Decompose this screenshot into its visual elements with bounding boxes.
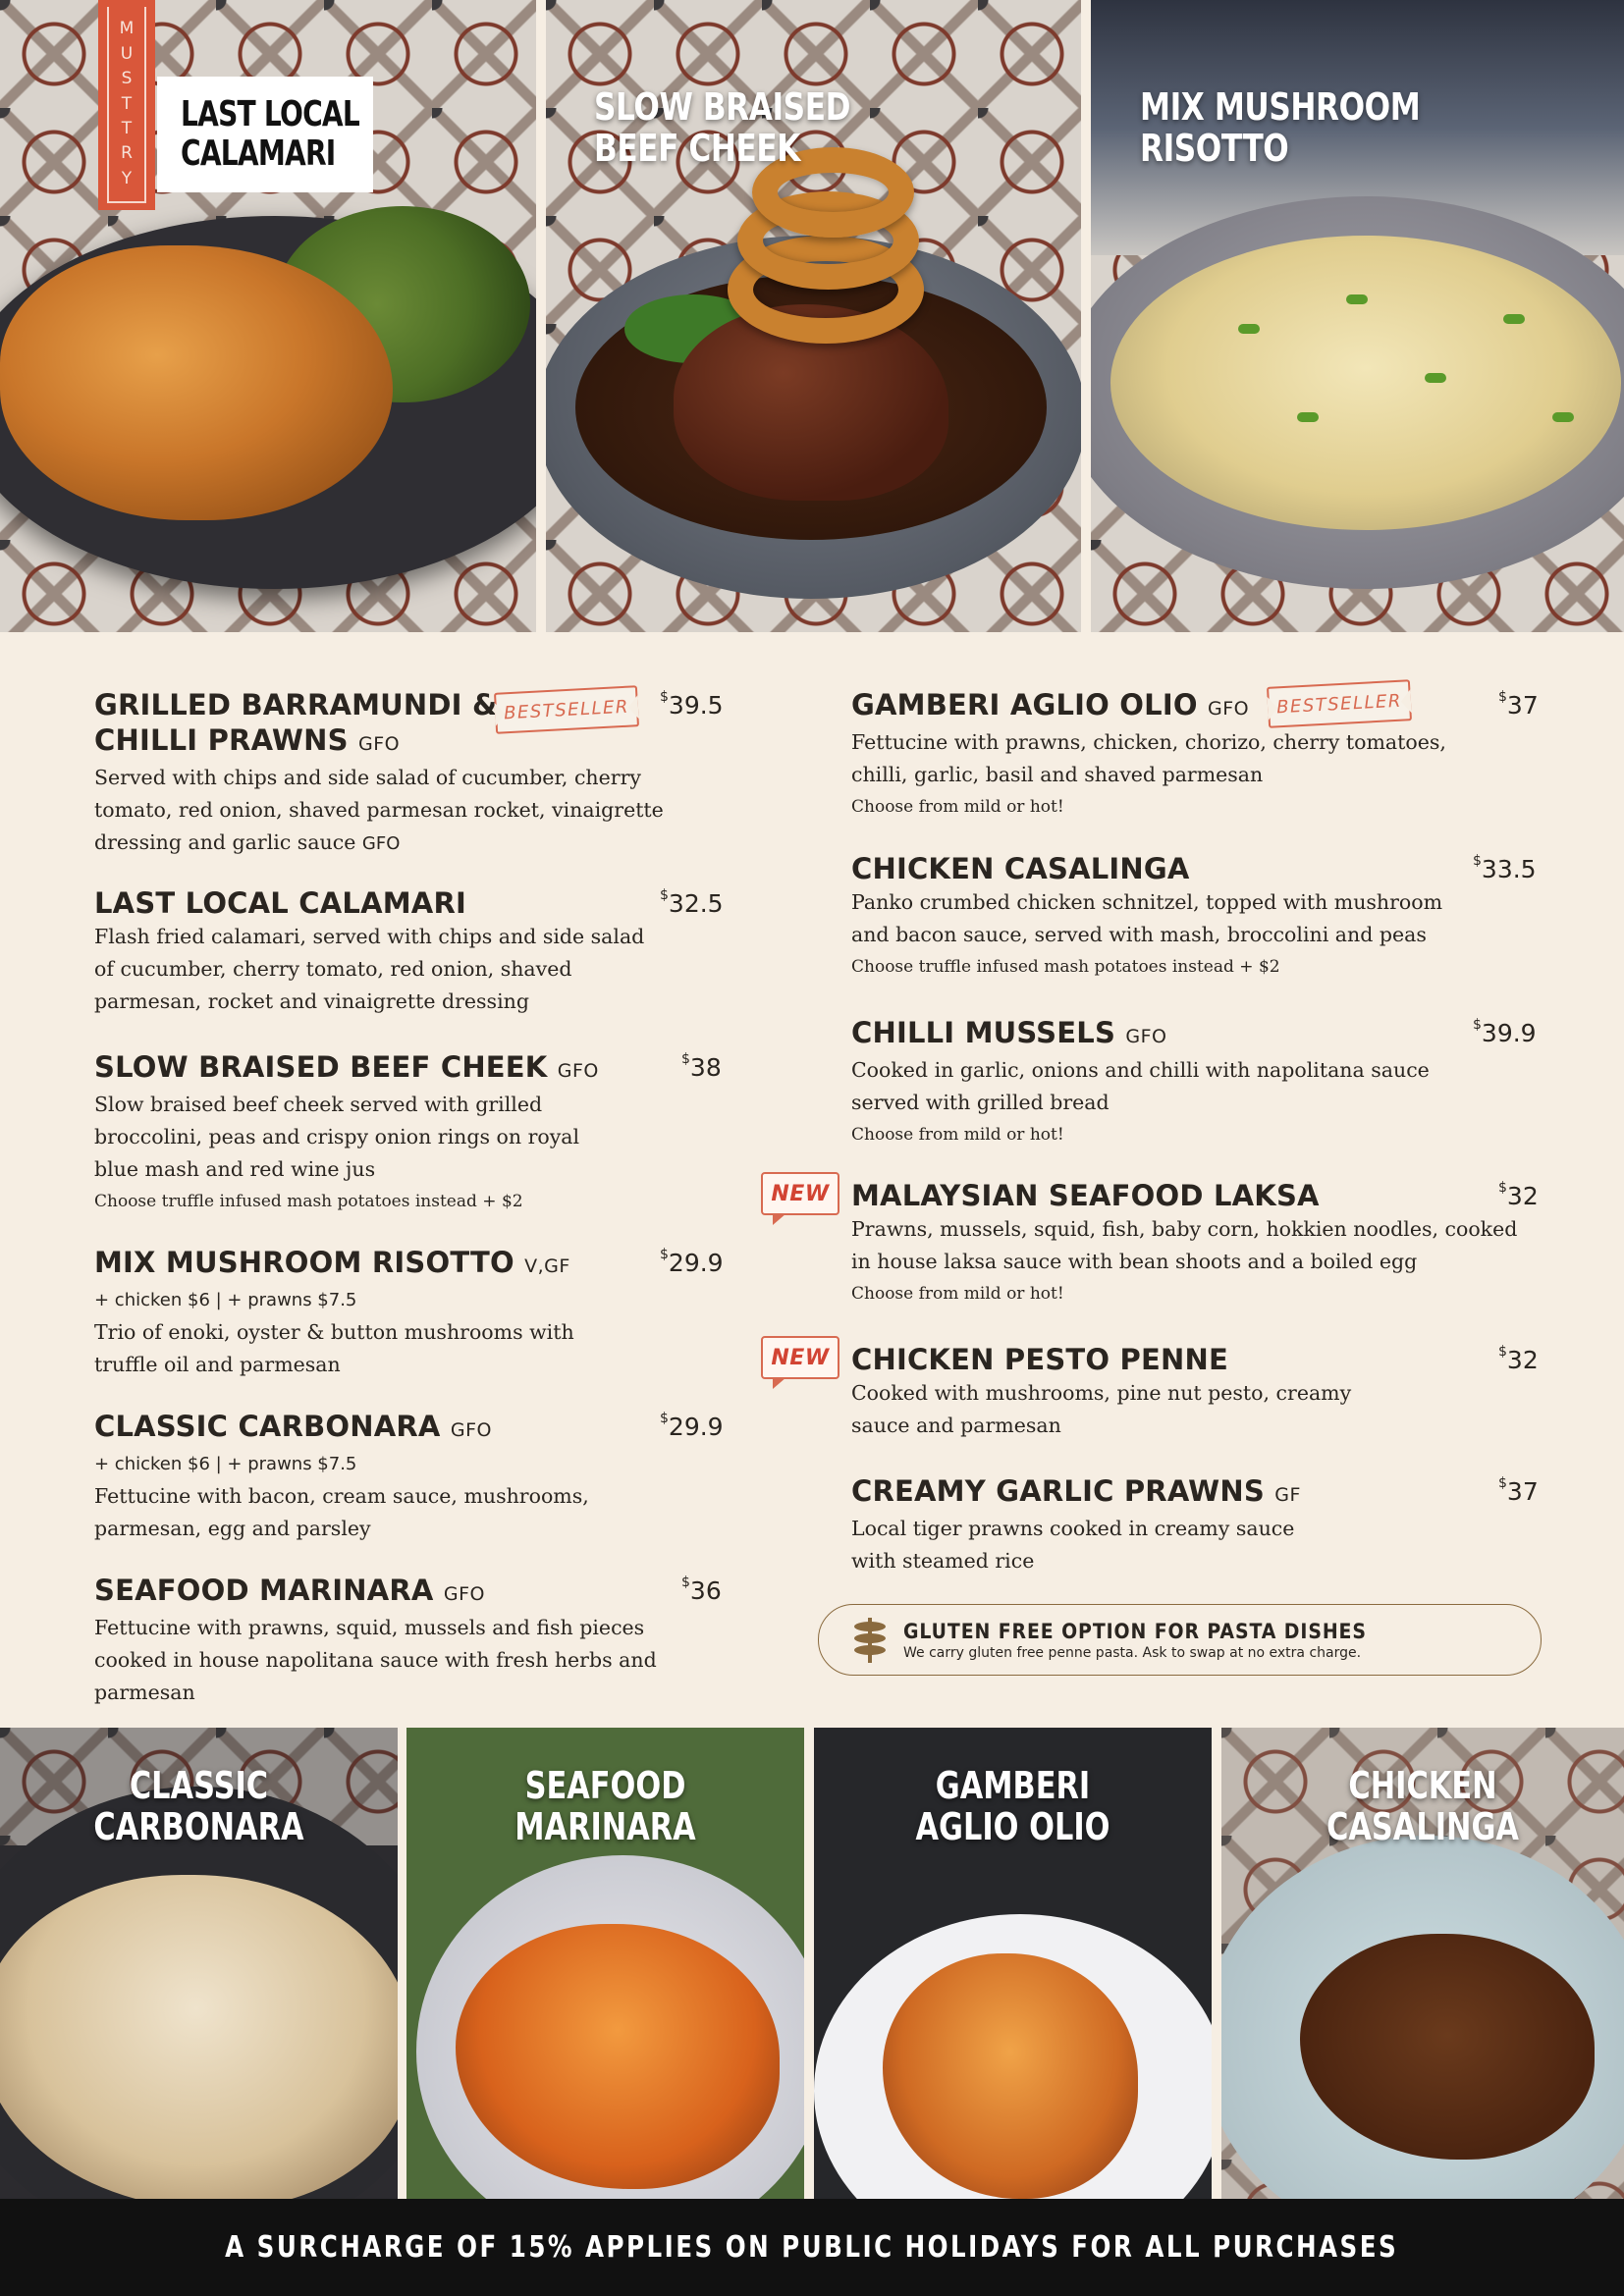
dietary-tag: GFO: [357, 733, 401, 755]
item-price: [1498, 1346, 1539, 1374]
item-name-text: GAMBERI AGLIO OLIO: [851, 688, 1198, 721]
item-description: Cooked in garlic, onions and chilli with napolitana sauce served with grilled bread: [851, 1058, 1430, 1114]
currency-symbol: $: [1498, 1180, 1507, 1196]
photo-title: [1221, 1765, 1624, 1847]
item-price-value: 37: [1506, 691, 1539, 720]
photo-title: [1140, 86, 1420, 169]
photo-gamberi-aglio-olio: [814, 1728, 1212, 2199]
item-description: Local tiger prawns cooked in creamy sauce with steamed rice: [851, 1517, 1295, 1573]
menu-item: [851, 687, 1539, 824]
item-name-line1: GRILLED BARRAMUNDI &: [94, 688, 498, 721]
item-price-value: 29.9: [668, 1413, 724, 1441]
item-note: Choose truffle infused mash potatoes instead + $2: [94, 1192, 523, 1211]
must-try-letter: U: [120, 43, 134, 64]
photo-last-local-calamari: [0, 0, 536, 632]
gluten-free-info: [818, 1604, 1542, 1676]
item-name: [94, 1409, 723, 1448]
photo-title-line2: BEEF CHEEK: [594, 127, 801, 170]
must-try-letter: T: [121, 118, 133, 138]
photo-title: [594, 86, 850, 169]
menu-item: [851, 851, 1539, 984]
menu-item: [851, 1473, 1539, 1577]
menu-item: [771, 1178, 1539, 1310]
item-description: Slow braised beef cheek served with grilled broccolini, peas and crispy onion rings on royal blue mash and red wine jus: [94, 1093, 580, 1181]
photo-title-line2: MARINARA: [514, 1805, 696, 1848]
photo-title: [406, 1765, 804, 1847]
item-addon: + chicken $6 | + prawns $7.5: [94, 1290, 357, 1310]
dietary-tag: V,GF: [524, 1255, 570, 1277]
gluten-free-title: GLUTEN FREE OPTION FOR PASTA DISHES: [903, 1619, 1367, 1643]
photo-title-box: [157, 77, 373, 192]
photo-title-line2: RISOTTO: [1140, 127, 1289, 170]
herb: [1552, 412, 1574, 422]
item-price-value: 39.9: [1481, 1019, 1537, 1047]
item-name-text: CREAMY GARLIC PRAWNS: [851, 1474, 1265, 1508]
bestseller-badge: BESTSELLER: [1267, 679, 1412, 728]
item-description: Cooked with mushrooms, pine nut pesto, creamy sauce and parmesan: [851, 1381, 1352, 1437]
item-price-value: 39.5: [668, 691, 724, 720]
item-name: MALAYSIAN SEAFOOD LAKSA: [851, 1179, 1320, 1212]
item-price-value: 32: [1506, 1182, 1539, 1210]
menu-item: [94, 885, 723, 1018]
carbonara-food: [0, 1875, 398, 2199]
bestseller-badge: BESTSELLER: [494, 685, 639, 734]
photo-mix-mushroom-risotto: [1091, 0, 1624, 632]
item-name-text: SLOW BRAISED BEEF CHEEK: [94, 1050, 548, 1084]
photo-title: [814, 1765, 1212, 1847]
dietary-tag: GFO: [1207, 698, 1250, 720]
item-price: [1473, 1019, 1537, 1047]
item-note: Choose truffle infused mash potatoes instead + $2: [851, 957, 1280, 977]
item-name: [94, 1049, 723, 1089]
item-price-value: 37: [1506, 1477, 1539, 1506]
item-price: [1473, 855, 1537, 883]
item-price: [660, 691, 724, 720]
wheat-icon: [854, 1618, 886, 1663]
currency-symbol: $: [681, 1051, 690, 1067]
herb: [1425, 373, 1446, 383]
photo-slow-braised-beef-cheek: [546, 0, 1081, 632]
menu-item: [94, 1245, 723, 1381]
herb: [1238, 324, 1260, 334]
item-price: [681, 1053, 722, 1082]
top-photo-strip: [0, 0, 1624, 632]
item-name: [851, 1473, 1539, 1513]
item-description: Fettucine with prawns, squid, mussels and fish pieces cooked in house napolitana sauce with fresh herbs and parmesan: [94, 1616, 657, 1704]
dietary-tag: GFO: [443, 1583, 485, 1605]
must-try-letter: S: [121, 69, 133, 89]
herb: [1346, 294, 1368, 304]
photo-title-line2: CASALINGA: [1326, 1805, 1519, 1848]
herb: [1297, 412, 1319, 422]
item-price: [660, 889, 724, 918]
menu-item: [851, 1015, 1539, 1151]
photo-title: [0, 1765, 398, 1847]
menu-item: [94, 1049, 723, 1218]
item-description: Prawns, mussels, squid, fish, baby corn, hokkien noodles, cooked in house laksa sauce with bean shoots and a boiled egg: [851, 1217, 1518, 1273]
item-name-line2: CHILLI PRAWNS: [94, 723, 349, 757]
photo-chicken-casalinga: [1221, 1728, 1624, 2199]
surcharge-footer: [0, 2199, 1624, 2296]
item-price-value: 32.5: [668, 889, 724, 918]
photo-title-line1: MIX MUSHROOM: [1140, 85, 1421, 129]
item-description: Fettucine with prawns, chicken, chorizo, cherry tomatoes, chilli, garlic, basil and shaved parmesan: [851, 730, 1446, 786]
item-price: [660, 1249, 724, 1277]
menu-item: [94, 1573, 723, 1709]
item-description: [94, 762, 683, 860]
item-name: CHICKEN CASALINGA: [851, 852, 1190, 885]
photo-seafood-marinara: [406, 1728, 804, 2199]
must-try-letter: T: [121, 93, 133, 114]
dietary-tag: GFO: [361, 833, 401, 854]
item-price-value: 38: [689, 1053, 722, 1082]
item-note: Choose from mild or hot!: [851, 1284, 1064, 1304]
item-price-value: 32: [1506, 1346, 1539, 1374]
menu-item: [94, 687, 723, 860]
item-note: Choose from mild or hot!: [851, 1125, 1064, 1145]
item-name-text: CHILLI MUSSELS: [851, 1016, 1116, 1049]
item-name: LAST LOCAL CALAMARI: [94, 886, 466, 920]
new-badge: NEW: [761, 1336, 839, 1379]
currency-symbol: $: [1498, 689, 1507, 705]
item-price: [1498, 691, 1539, 720]
dietary-tag: GF: [1274, 1484, 1301, 1506]
new-badge: NEW: [761, 1172, 839, 1215]
currency-symbol: $: [1473, 1017, 1482, 1033]
currency-symbol: $: [1498, 1344, 1507, 1360]
item-price-value: 36: [689, 1576, 722, 1605]
must-try-badge: [98, 0, 155, 210]
gluten-free-text: [903, 1620, 1418, 1661]
item-price: [681, 1576, 722, 1605]
item-price-value: 29.9: [668, 1249, 724, 1277]
item-description: Flash fried calamari, served with chips and side salad of cucumber, cherry tomato, red onion, shaved parmesan, rocket and vinaigrette dressing: [94, 925, 645, 1013]
must-try-letter: Y: [121, 168, 133, 188]
photo-title-line2: CALAMARI: [181, 133, 336, 174]
item-name: [94, 1245, 723, 1284]
item-name-text: CLASSIC CARBONARA: [94, 1410, 441, 1443]
item-description: Fettucine with bacon, cream sauce, mushrooms, parmesan, egg and parsley: [94, 1484, 589, 1540]
item-name: [94, 1573, 723, 1612]
item-addon: + chicken $6 | + prawns $7.5: [94, 1454, 357, 1474]
dietary-tag: GFO: [450, 1419, 492, 1441]
item-description: Panko crumbed chicken schnitzel, topped with mushroom and bacon sauce, served with mash, broccolini and peas: [851, 890, 1443, 946]
gluten-free-subtitle: We carry gluten free penne pasta. Ask to swap at no extra charge.: [903, 1644, 1362, 1661]
item-name: [851, 1015, 1539, 1054]
currency-symbol: $: [660, 1247, 669, 1262]
item-name: [851, 687, 1539, 726]
photo-title-line1: SEAFOOD: [524, 1764, 686, 1807]
item-description-text: Served with chips and side salad of cucumber, cherry tomato, red onion, shaved parmesan rocket, vinaigrette dressing and garlic sauce: [94, 766, 664, 854]
photo-title-line2: CARBONARA: [93, 1805, 304, 1848]
item-note: Choose from mild or hot!: [851, 797, 1064, 817]
currency-symbol: $: [660, 1411, 669, 1426]
must-try-letter: M: [119, 19, 135, 39]
photo-title-line1: GAMBERI: [935, 1764, 1091, 1807]
photo-title-line1: LAST LOCAL: [181, 94, 359, 134]
bottom-photo-strip: [0, 1728, 1624, 2199]
photo-title-line2: AGLIO OLIO: [915, 1805, 1110, 1848]
item-price-value: 33.5: [1481, 855, 1537, 883]
surcharge-notice: A SURCHARGE OF 15% APPLIES ON PUBLIC HOLIDAYS FOR ALL PURCHASES: [225, 2230, 1399, 2265]
item-name-text: MIX MUSHROOM RISOTTO: [94, 1246, 514, 1279]
must-try-letter: R: [121, 143, 133, 164]
currency-symbol: $: [660, 887, 669, 903]
risotto-food: [1110, 236, 1621, 530]
menu-item: [771, 1342, 1539, 1442]
currency-symbol: $: [1498, 1475, 1507, 1491]
photo-title-line1: CLASSIC: [129, 1764, 269, 1807]
item-name-text: SEAFOOD MARINARA: [94, 1574, 434, 1607]
item-price: [1498, 1182, 1539, 1210]
herb: [1503, 314, 1525, 324]
item-description: Trio of enoki, oyster & button mushrooms with truffle oil and parmesan: [94, 1320, 574, 1376]
item-price: [660, 1413, 724, 1441]
currency-symbol: $: [660, 689, 669, 705]
photo-title-line1: CHICKEN: [1348, 1764, 1497, 1807]
photo-classic-carbonara: [0, 1728, 398, 2199]
currency-symbol: $: [1473, 853, 1482, 869]
must-try-label: [107, 7, 146, 203]
item-price: [1498, 1477, 1539, 1506]
currency-symbol: $: [681, 1575, 690, 1590]
dietary-tag: GFO: [557, 1060, 599, 1082]
dietary-tag: GFO: [1125, 1026, 1167, 1047]
item-name: CHICKEN PESTO PENNE: [851, 1343, 1228, 1376]
menu-item: [94, 1409, 723, 1545]
photo-title-line1: SLOW BRAISED: [594, 85, 851, 129]
